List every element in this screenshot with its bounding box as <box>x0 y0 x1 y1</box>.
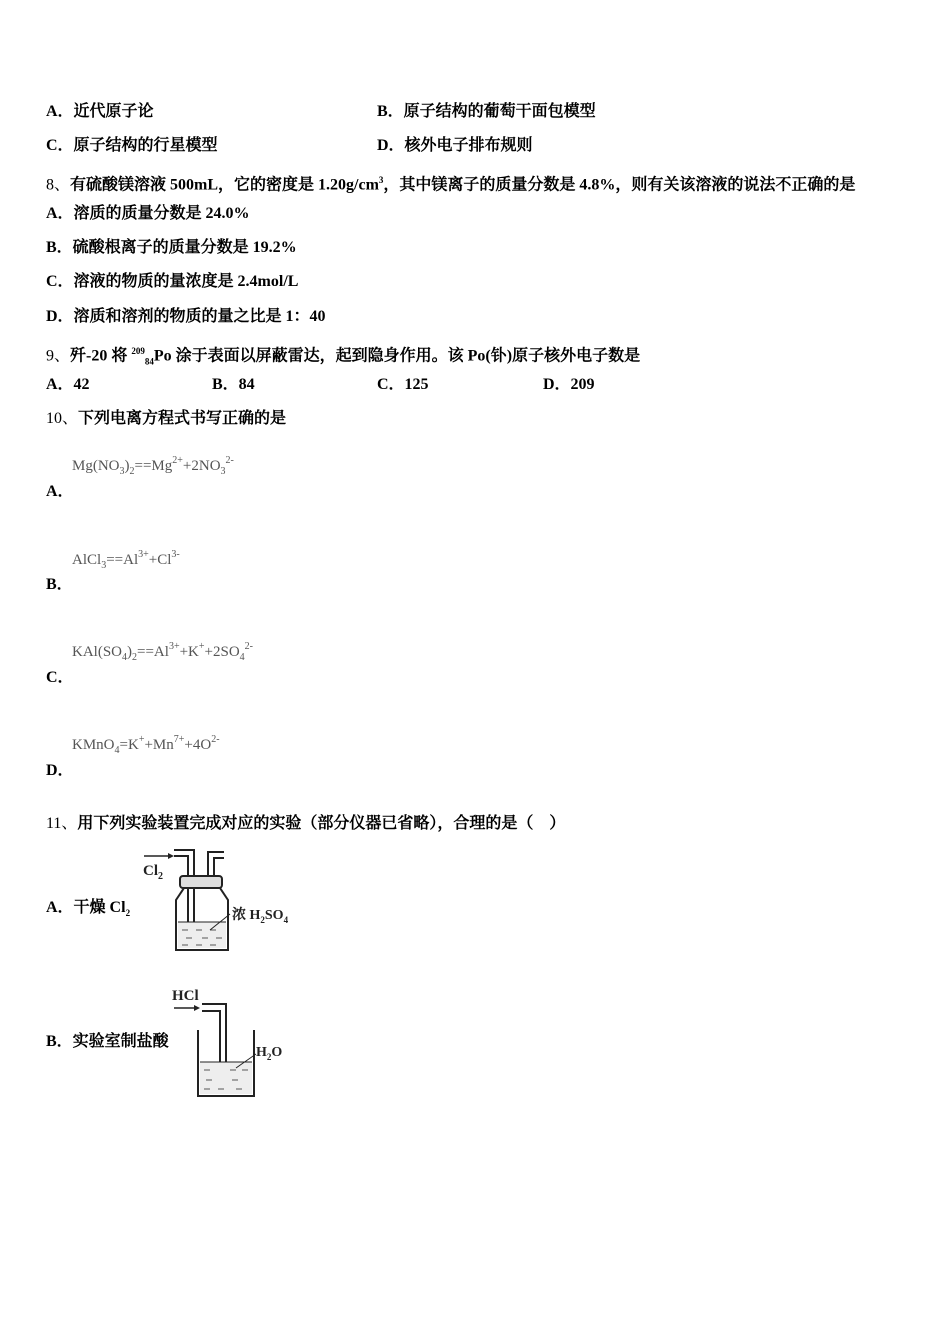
q10-label-b: B． <box>46 576 73 593</box>
q9-atomic-number: 84 <box>144 356 154 367</box>
q10-label-c: C． <box>46 669 74 686</box>
q8-option-c: C．溶液的物质的量浓度是 2.4mol/L <box>46 273 299 290</box>
q8-stem-pre: 有硫酸镁溶液 500mL，它的密度是 1.20g/cm <box>70 176 379 194</box>
equation-c-image <box>72 638 302 666</box>
fig-a-liquid-mid: SO <box>264 908 284 923</box>
q11-option-a-text: A．干燥 Cl <box>46 899 126 916</box>
fig-b-liquid-sub: 2 <box>266 1052 272 1062</box>
fig-a-gas-sub: 2 <box>158 871 163 882</box>
q8-option-b: B．硫酸根离子的质量分数是 19.2% <box>46 239 297 256</box>
gas-washing-bottle-figure <box>138 842 298 957</box>
q9-option-d: D．209 <box>543 376 595 393</box>
svg-text:Mg(NO3)2==Mg2++2NO32-: $Mg(NO_3)_2==Mg^{2+}+2NO_3^{2-}$ <box>72 455 234 477</box>
q9-option-a: A．42 <box>46 376 90 393</box>
fig-b-gas-label: HCl <box>172 988 199 1004</box>
equation-a-image <box>72 452 272 480</box>
svg-text:Cl2 <box>143 863 163 882</box>
q9-number: 9、 <box>46 347 71 365</box>
svg-text:AlCl3==Al3++Cl3-: $AlCl_3==Al^{3+}+Cl^{3-}$ <box>72 549 180 571</box>
q10-label-d: D． <box>46 762 74 779</box>
q8-number: 8、 <box>46 176 71 194</box>
q11-option-b: B．实验室制盐酸 <box>46 1033 169 1050</box>
q11-option-a-sub: 2 <box>125 908 131 919</box>
q8-option-d: D．溶质和溶剂的物质的量之比是 1：40 <box>46 308 326 325</box>
q8-stem <box>46 170 855 195</box>
svg-text:KAl(SO4)2==Al3++K++2SO42-: $KAl(SO_4)_2==Al^{3+}+K^++2SO_4^{2-}$ <box>72 641 253 663</box>
fig-a-liquid-sub1: 2 <box>260 915 265 925</box>
q11-number: 11、 <box>46 815 78 832</box>
q9-stem <box>46 341 640 372</box>
q7-option-a: A．近代原子论 <box>46 103 154 120</box>
q9-mass-number: 209 <box>131 346 145 356</box>
svg-text:H2O <box>256 1045 282 1062</box>
q11-option-a <box>46 898 130 923</box>
equation-d-image <box>72 731 262 759</box>
beaker-figure <box>168 984 298 1102</box>
equation-b-image <box>72 546 212 574</box>
q7-option-c: C．原子结构的行星模型 <box>46 137 218 154</box>
fig-b-liquid-post: O <box>271 1045 283 1060</box>
q9-option-b: B．84 <box>212 376 255 393</box>
svg-text:KMnO4=K++Mn7++4O2-: $KMnO_4=K^++Mn^{7+}+4O^{2-}$ <box>72 734 220 756</box>
q10-number: 10、 <box>46 410 79 427</box>
q10-stem <box>46 409 286 429</box>
q8-stem-sup: 3 <box>378 175 384 185</box>
q7-option-b: B．原子结构的葡萄干面包模型 <box>377 103 596 120</box>
q8-option-a: A．溶质的质量分数是 24.0% <box>46 205 250 222</box>
fig-a-liquid-sub2: 4 <box>283 915 289 925</box>
fig-b-liquid-label: H <box>256 1045 267 1060</box>
q9-stem-pre: 歼-20 将 <box>70 347 132 365</box>
q9-option-c: C．125 <box>377 376 429 393</box>
q10-label-a: A． <box>46 483 74 500</box>
fig-a-gas-label: Cl <box>143 863 158 879</box>
q8-stem-post: ，其中镁离子的质量分数是 4.8%，则有关该溶液的说法不正确的是 <box>383 176 856 194</box>
q11-stem-text: 用下列实验装置完成对应的实验（部分仪器已省略），合理的是（ ） <box>77 815 566 832</box>
svg-text:浓 H2SO4 <box>232 906 289 925</box>
fig-a-liquid-label: 浓 H <box>232 908 261 923</box>
q10-stem-text: 下列电离方程式书写正确的是 <box>78 410 287 427</box>
q9-stem-post: Po 涂于表面以屏蔽雷达，起到隐身作用。该 Po(钋)原子核外电子数是 <box>153 347 641 365</box>
q7-option-d: D．核外电子排布规则 <box>377 137 533 154</box>
q11-stem <box>46 814 565 834</box>
